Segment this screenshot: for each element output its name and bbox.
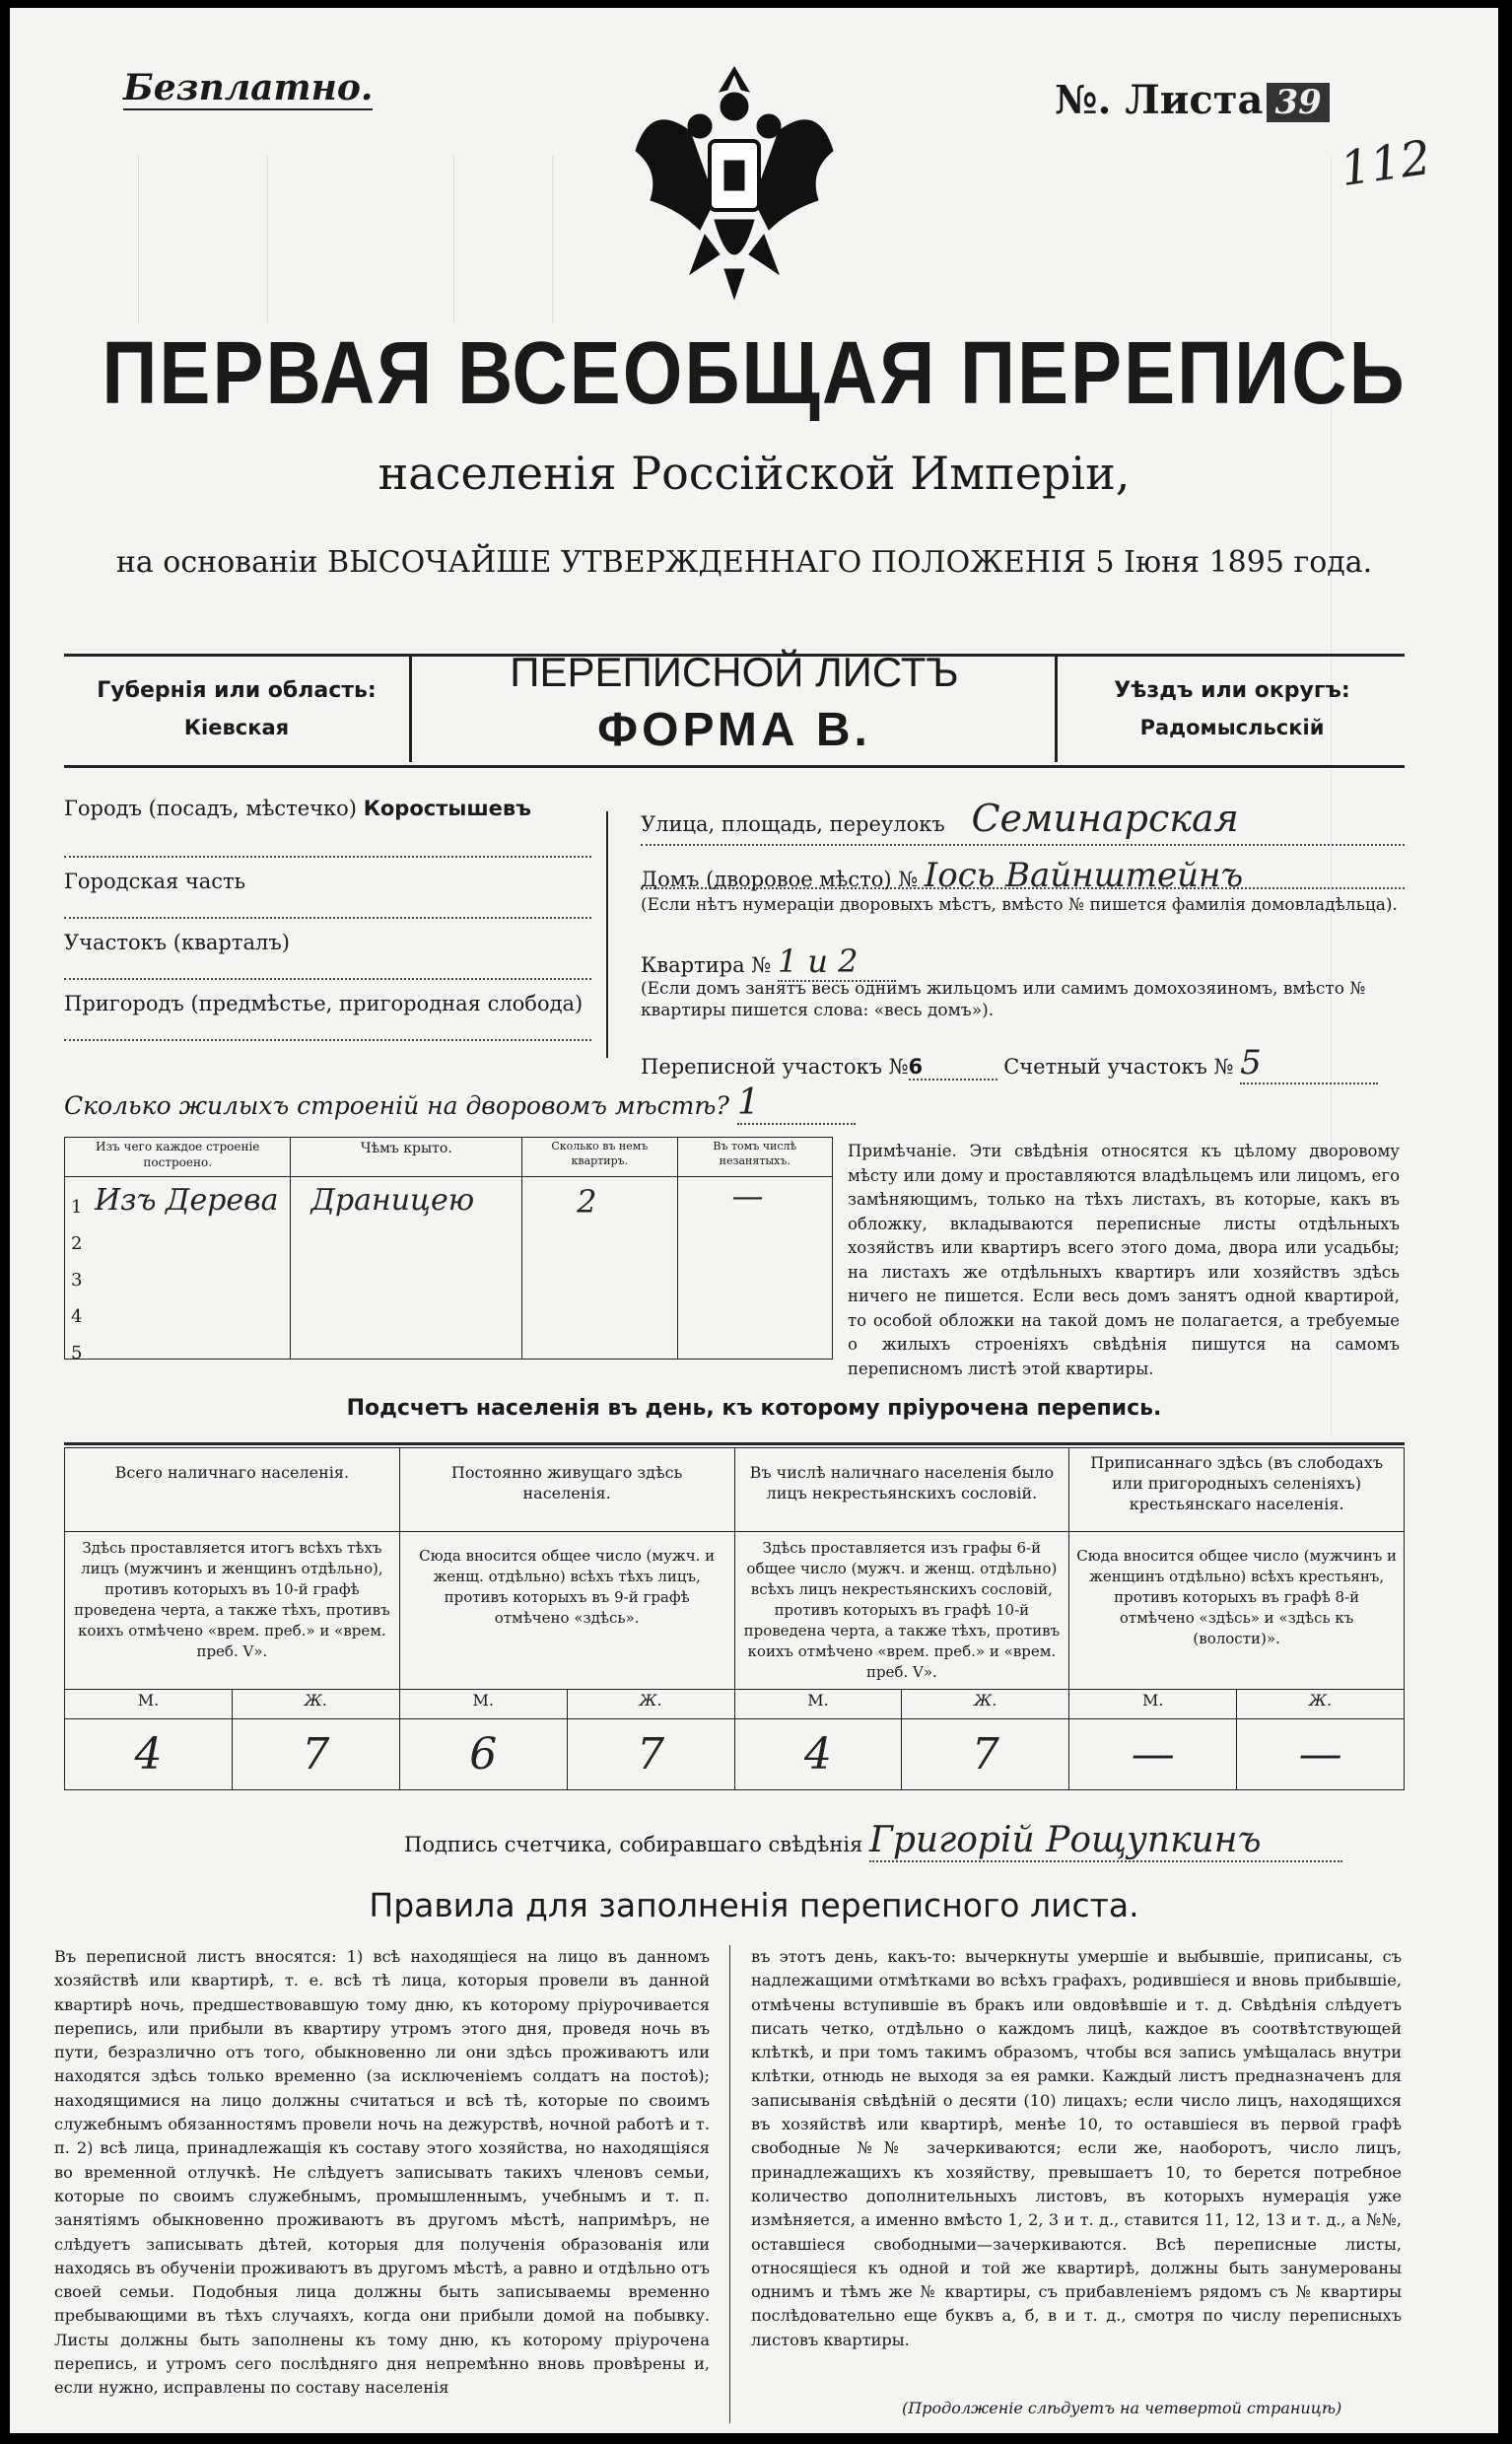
archive-folio-number: 112 — [1337, 129, 1435, 198]
pop-desc-permanent: Сюда вносится общее число (мужч. и женщ. отдѣльно) всѣхъ тѣхъ лицъ, противъ которыхъ въ 9-й графѣ отмѣчено «здѣсь». — [399, 1532, 734, 1690]
city-part-label: Городская часть — [64, 870, 246, 893]
province-value: Кіевская — [183, 716, 290, 739]
population-table — [64, 1447, 1405, 1790]
bleed-through-column — [542, 156, 553, 323]
population-count-title: Подсчетъ населенія въ день, къ которому пріурочена перепись. — [346, 1396, 1162, 1421]
enumerator-signature: Григорій Рощупкинъ — [869, 1820, 1342, 1862]
apartment-row — [641, 935, 1405, 978]
census-area-row — [641, 1043, 1405, 1084]
district-value: Радомысльскій — [1139, 716, 1325, 739]
buildings-roof-value: Драницею — [310, 1183, 475, 1218]
admin-band-divider — [409, 654, 412, 762]
buildings-header-material: Изъ чего каждое строеніе построено. — [65, 1138, 291, 1177]
buildings-header-roof: Чѣмъ крыто. — [291, 1138, 522, 1177]
female-header: Ж. — [902, 1690, 1069, 1719]
row-number: 3 — [71, 1270, 83, 1291]
rules-column-right: въ этотъ день, какъ-то: вычеркнуты умершіе и выбывшіе, приписаны, съ надлежащими отмѣтками во всѣхъ графахъ, родившіеся и вновь прибывшіе, отмѣчены вступившіе въ бракъ или овдовѣвшіе и т. д. Свѣдѣнія слѣдуетъ писать четко, отдѣльно о каждомъ лицѣ, каждое въ соотвѣтствующей клѣткѣ, и при томъ такимъ образомъ, чтобы вся запись умѣщалась внутри клѣтки, отнюдь не выходя за ея рамки. Каждый листъ предназначенъ для записыванія свѣдѣній о десяти (10) лицахъ; если число лицъ, находящихся въ хозяйствѣ или квартирѣ, менѣе 10, то оставшіеся въ первой графѣ свободные №№ зачеркиваются; если же, наоборотъ, число лицъ, принадлежащихъ къ хозяйству, превышаетъ 10, то берется потребное количество дополнительныхъ листовъ, въ которыхъ нумерація уже измѣняется, а именно вмѣсто 1, 2, 3 и т. д., ставится 11, 12, 13 и т. д., а №№, оставшіеся свободными—зачеркиваются. Всѣ переписные листы, относящіеся къ одной и той же квартирѣ, должны быть занумерованы однимъ и тѣмъ же № квартиры, съ прибавленіемъ рядомъ съ № квартиры послѣдовательно еще буквъ а, б, в и т. д., смотря по числу переписныхъ листовъ квартиры. — [751, 1947, 1402, 2349]
pop-header-total: Всего наличнаго населенія. — [65, 1448, 400, 1532]
row-number: 4 — [71, 1306, 83, 1327]
city-label: Городъ (посадъ, мѣстечко) — [64, 797, 358, 820]
city-row — [64, 797, 591, 858]
note-paragraph: Примѣчаніе. Эти свѣдѣнія относятся къ цѣлому дворовому мѣсту или дому и проставляются владѣльцемъ или лицомъ, его замѣняющимъ, только на тѣхъ листахъ, въ которые, какъ въ обложку, вкладываются переписные листы отдѣльныхъ хозяйствъ или квартиръ всего этого дома, двора или усадьбы; на листахъ же отдѣльныхъ квартиръ или хозяйствъ здѣсь ничего не пишется. Если весь домъ занятъ одной квартирой, то особой обложки на такой домъ не полагается, а требуемые о жилыхъ строеніяхъ свѣдѣнія пишутся на самомъ переписномъ листѣ этой квартиры. — [848, 1142, 1400, 1378]
pop-header-assigned: Приписаннаго здѣсь (въ слободахъ или пригородныхъ селеніяхъ) крестьянскаго населенія. — [1069, 1448, 1405, 1532]
population-top-rule — [64, 1442, 1405, 1445]
house-label: Домъ (дворовое мѣсто) № — [641, 868, 919, 891]
total-male-value: 4 — [65, 1719, 233, 1790]
buildings-apartments-value: 2 — [577, 1183, 597, 1221]
sheet-type-title: ПЕРЕПИСНОЙ ЛИСТЪ — [510, 649, 959, 695]
city-part-row — [64, 858, 591, 919]
male-header: М. — [734, 1690, 902, 1719]
street-value: Семинарская — [971, 797, 1239, 840]
buildings-question — [64, 1082, 856, 1125]
precinct-row — [64, 919, 591, 980]
sheet-number-label: №. Листа — [1055, 77, 1264, 123]
signature-label: Подпись счетчика, собиравшаго свѣдѣнія — [404, 1833, 863, 1856]
free-label: Безплатно. — [123, 67, 374, 108]
pop-desc-assigned: Сюда вносится общее число (мужчинъ и женщинъ отдѣльно) всѣхъ крестьянъ, противъ которыхъ въ графѣ 8-й отмѣчено «здѣсь» и «здѣсь къ (волости)». — [1069, 1532, 1405, 1690]
non-peasant-female-value: 7 — [902, 1719, 1069, 1790]
district-label: Уѣздъ или округъ: — [1114, 678, 1350, 703]
enumerator-signature-row — [404, 1820, 1342, 1862]
form-letter: ФОРМА В. — [597, 704, 871, 756]
buildings-roof-cell — [291, 1177, 522, 1360]
form-subtitle: населенія Россійской Имперіи, — [378, 447, 1131, 500]
census-form-sheet — [10, 8, 1498, 2433]
assigned-female-value: — — [1237, 1719, 1405, 1790]
buildings-vacant-value: — — [731, 1177, 764, 1215]
buildings-row-numbers — [71, 1189, 82, 1371]
province-label: Губернія или область: — [97, 678, 377, 703]
female-header: Ж. — [567, 1690, 734, 1719]
buildings-vacant-cell — [677, 1177, 832, 1360]
buildings-apartments-cell — [522, 1177, 677, 1360]
assigned-male-value: — — [1069, 1719, 1237, 1790]
row-number: 5 — [71, 1343, 83, 1363]
city-value: Коростышевъ — [363, 797, 531, 820]
imperial-eagle-emblem — [631, 62, 838, 304]
bleed-through-column — [138, 156, 268, 323]
buildings-answer: 1 — [737, 1082, 856, 1125]
female-header: Ж. — [1237, 1690, 1405, 1719]
admin-band-divider — [1055, 654, 1058, 762]
pop-desc-total: Здѣсь проставляется итогъ всѣхъ тѣхъ лицъ (мужчинъ и женщинъ отдѣльно), противъ которыхъ въ 10-й графѣ проведена черта, а также тѣхъ, противъ коихъ отмѣчено «врем. преб.» и «врем. преб. V». — [65, 1532, 400, 1690]
buildings-header-vacant: Въ томъ числѣ незанятыхъ. — [677, 1138, 832, 1177]
form-legal-basis: на основаніи ВЫСОЧАЙШЕ УТВЕРЖДЕННАГО ПОЛОЖЕНІЯ 5 Іюня 1895 года. — [115, 545, 1373, 580]
house-note: (Если нѣтъ нумераціи дворовыхъ мѣстъ, вмѣсто № пишется фамилія домовладѣльца). — [641, 895, 1398, 915]
house-owner-value: Іось Вайнштейнъ — [924, 856, 1244, 895]
buildings-header-apartments: Сколько въ немъ квартиръ. — [522, 1138, 677, 1177]
census-area-value: 6 — [909, 1055, 997, 1081]
male-header: М. — [1069, 1690, 1237, 1719]
row-number: 1 — [71, 1197, 83, 1218]
rules-title: Правила для заполненія переписного листа. — [369, 1886, 1139, 1924]
suburb-row — [64, 980, 591, 1041]
male-header: М. — [399, 1690, 567, 1719]
apartment-value: 1 и 2 — [778, 943, 896, 982]
street-row — [641, 797, 1405, 846]
precinct-label: Участокъ (кварталъ) — [64, 931, 290, 954]
rules-divider — [729, 1945, 730, 2423]
address-divider — [606, 811, 608, 1058]
non-peasant-male-value: 4 — [734, 1719, 902, 1790]
pop-header-non-peasant: Въ числѣ наличнаго населенія было лицъ некрестьянскихъ сословій. — [734, 1448, 1069, 1532]
rules-column-left: Въ переписной листъ вносятся: 1) всѣ находящіеся на лицо въ данномъ хозяйствѣ или квартирѣ, т. е. всѣ тѣ лица, которыя провели въ данной квартирѣ ночь, предшествовавшую тому дню, къ которому пріурочивается перепись, или прибыли въ квартиру утромъ этого дня, проведя ночь въ пути, безразлично отъ того, обыкновенно ли они здѣсь проживаютъ или находятся здѣсь только временно (за исключеніемъ солдатъ на постоѣ); находящимися на лицо должны считаться и всѣ тѣ, которые по своимъ служебнымъ обязанностямъ провели ночь на дежурствѣ, ночной работѣ и т. п. 2) всѣ лица, принадлежащія къ составу этого хозяйства, но находящіяся во временной отлучкѣ. Не слѣдуетъ записывать такихъ членовъ семьи, которые по своимъ служебнымъ, промышленнымъ, учебнымъ и т. п. занятіямъ обыкновенно проживаютъ въ другомъ мѣстѣ, напримѣръ, не слѣдуетъ записывать дѣтей, которыя для полученія образованія или находясь въ обученіи проживаютъ въ другомъ мѣстѣ, а равно и отдѣльно отъ своей семьи. Подобныя лица должны быть записываемы временно пребывающими въ тѣхъ случаяхъ, когда они прибыли домой на побывку. Листы должны быть заполнены къ тому дню, къ которому пріурочена перепись, и утромъ сего послѣдняго дня непремѣнно вновь провѣрены и, если нужно, исправлены по составу населенія — [54, 1947, 710, 2398]
rules-continued: (Продолженіе слѣдуетъ на четвертой страницѣ) — [902, 2399, 1342, 2417]
pop-desc-non-peasant: Здѣсь проставляется изъ графы 6-й общее число (мужч. и женщ. отдѣльно) всѣхъ лицъ некрестьянскихъ сословій, противъ которыхъ въ графѣ 10-й проведена черта, а также тѣхъ, противъ коихъ отмѣчено «врем. преб.» и «врем. преб. V». — [734, 1532, 1069, 1690]
apartment-note: (Если домъ занятъ весь однимъ жильцомъ или самимъ домохозяиномъ, вмѣсто № квартиры пишется слова: «весь домъ»). — [641, 979, 1366, 1020]
buildings-table — [64, 1137, 833, 1363]
pop-header-permanent: Постоянно живущаго здѣсь населенія. — [399, 1448, 734, 1532]
house-row — [641, 846, 1405, 895]
count-area-label: Счетный участокъ № — [1003, 1055, 1234, 1079]
sheet-number-value: 39 — [1267, 83, 1329, 122]
street-label: Улица, площадь, переулокъ — [641, 812, 945, 836]
address-left-block — [64, 797, 591, 1041]
permanent-female-value: 7 — [567, 1719, 734, 1790]
buildings-material-value: Изъ Дерева — [95, 1183, 279, 1218]
census-area-label: Переписной участокъ № — [641, 1055, 909, 1079]
address-right-block — [641, 797, 1405, 1084]
buildings-material-cell — [65, 1177, 291, 1363]
female-header: Ж. — [232, 1690, 399, 1719]
suburb-label: Пригородъ (предмѣстье, пригородная слобода) — [64, 992, 584, 1015]
form-title: ПЕРВАЯ ВСЕОБЩАЯ ПЕРЕПИСЬ — [102, 322, 1407, 423]
male-header: М. — [65, 1690, 233, 1719]
sheet-number — [1055, 77, 1330, 123]
row-number: 2 — [71, 1233, 83, 1254]
permanent-male-value: 6 — [399, 1719, 567, 1790]
count-area-value: 5 — [1240, 1043, 1378, 1084]
buildings-question-label: Сколько жилыхъ строеній на дворовомъ мѣстѣ? — [64, 1091, 729, 1120]
bleed-through-column — [394, 156, 454, 323]
apartment-label: Квартира № — [641, 953, 772, 977]
total-female-value: 7 — [232, 1719, 399, 1790]
